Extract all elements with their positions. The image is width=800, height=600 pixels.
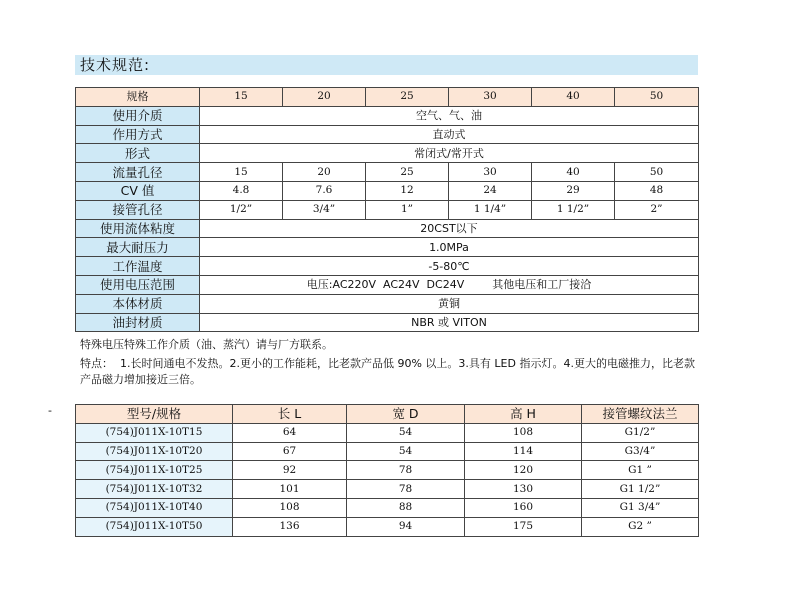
row-value: 空气、气、油	[200, 106, 699, 125]
value-cell: 4.8	[200, 181, 283, 200]
row-value: NBR 或 VITON	[200, 313, 699, 332]
length-cell: 108	[233, 498, 347, 517]
spec-row-voltage	[76, 275, 699, 294]
length-cell: 64	[233, 423, 347, 442]
value-cell: 30	[449, 163, 532, 182]
value-cell: 25	[366, 163, 449, 182]
thread-cell: G1/2”	[582, 423, 699, 442]
row-label: CV 值	[76, 181, 200, 200]
row-label: 工作温度	[76, 257, 200, 276]
table-row	[76, 517, 699, 536]
model-header-row	[76, 405, 699, 424]
row-label: 本体材质	[76, 294, 200, 313]
spec-row-orifice	[76, 163, 699, 182]
value-cell: 7.6	[283, 181, 366, 200]
row-label: 使用电压范围	[76, 275, 200, 294]
length-cell: 136	[233, 517, 347, 536]
table-row	[76, 480, 699, 499]
value-cell: 50	[615, 163, 699, 182]
model-cell: (754)J011X-10T25	[76, 461, 233, 480]
value-cell: 1 1/4”	[449, 200, 532, 219]
height-cell: 108	[465, 423, 582, 442]
section-title: 技术规范:	[75, 55, 698, 75]
thread-cell: G1 ”	[582, 461, 699, 480]
header-cell: 长 L	[233, 405, 347, 424]
header-cell: 接管螺纹法兰	[582, 405, 699, 424]
model-dimension-table	[75, 404, 699, 537]
length-cell: 92	[233, 461, 347, 480]
height-cell: 130	[465, 480, 582, 499]
value-cell: 2”	[615, 200, 699, 219]
width-cell: 54	[347, 442, 465, 461]
thread-cell: G2 ”	[582, 517, 699, 536]
height-cell: 175	[465, 517, 582, 536]
height-cell: 114	[465, 442, 582, 461]
row-label: 使用介质	[76, 106, 200, 125]
length-cell: 101	[233, 480, 347, 499]
value-cell: 48	[615, 181, 699, 200]
spec-row-temperature	[76, 257, 699, 276]
spec-row-form	[76, 144, 699, 163]
value-cell: 3/4”	[283, 200, 366, 219]
note-special-voltage: 特殊电压特殊工作介质（油、蒸汽）请与厂方联系。	[80, 338, 333, 351]
value-cell: 1”	[366, 200, 449, 219]
value-cell: 15	[200, 163, 283, 182]
table-row	[76, 423, 699, 442]
size-cell: 50	[615, 88, 699, 107]
size-cell: 30	[449, 88, 532, 107]
spec-row-medium	[76, 106, 699, 125]
model-cell: (754)J011X-10T15	[76, 423, 233, 442]
thread-cell: G1 3/4”	[582, 498, 699, 517]
table-row	[76, 461, 699, 480]
value-cell: 40	[532, 163, 615, 182]
row-label: 形式	[76, 144, 200, 163]
width-cell: 88	[347, 498, 465, 517]
model-cell: (754)J011X-10T32	[76, 480, 233, 499]
spec-header-row	[76, 88, 699, 107]
note-features: 特点： 1.长时间通电不发热。2.更小的工作能耗，比老款产品低 90% 以上。3.具有 LED 指示灯。4.更大的电磁推力，比老款产品磁力增加接近三倍。	[80, 357, 695, 386]
header-cell: 型号/规格	[76, 405, 233, 424]
value-cell: 12	[366, 181, 449, 200]
spec-header-label: 规格	[76, 88, 200, 107]
spec-row-cv	[76, 181, 699, 200]
row-label: 接管孔径	[76, 200, 200, 219]
length-cell: 67	[233, 442, 347, 461]
spec-row-viscosity	[76, 219, 699, 238]
row-label: 使用流体粘度	[76, 219, 200, 238]
size-cell: 15	[200, 88, 283, 107]
value-cell: 29	[532, 181, 615, 200]
height-cell: 160	[465, 498, 582, 517]
size-cell: 40	[532, 88, 615, 107]
row-value: 1.0MPa	[200, 238, 699, 257]
model-cell: (754)J011X-10T20	[76, 442, 233, 461]
row-value: -5-80℃	[200, 257, 699, 276]
row-value: 电压:AC220V AC24V DC24V 其他电压和工厂接洽	[200, 275, 699, 294]
size-cell: 25	[366, 88, 449, 107]
table-row	[76, 442, 699, 461]
spec-row-pressure	[76, 238, 699, 257]
value-cell: 20	[283, 163, 366, 182]
header-cell: 高 H	[465, 405, 582, 424]
width-cell: 78	[347, 480, 465, 499]
spec-row-port	[76, 200, 699, 219]
header-cell: 宽 D	[347, 405, 465, 424]
row-value: 直动式	[200, 125, 699, 144]
row-label: 最大耐压力	[76, 238, 200, 257]
row-label: 流量孔径	[76, 163, 200, 182]
value-cell: 1/2”	[200, 200, 283, 219]
side-mark: -	[48, 404, 52, 417]
row-value: 常闭式/常开式	[200, 144, 699, 163]
table-row	[76, 498, 699, 517]
row-label: 作用方式	[76, 125, 200, 144]
thread-cell: G3/4”	[582, 442, 699, 461]
height-cell: 120	[465, 461, 582, 480]
spec-row-seal-material	[76, 313, 699, 332]
spec-row-body-material	[76, 294, 699, 313]
model-cell: (754)J011X-10T50	[76, 517, 233, 536]
size-cell: 20	[283, 88, 366, 107]
model-cell: (754)J011X-10T40	[76, 498, 233, 517]
value-cell: 24	[449, 181, 532, 200]
value-cell: 1 1/2”	[532, 200, 615, 219]
row-value: 20CST以下	[200, 219, 699, 238]
row-label: 油封材质	[76, 313, 200, 332]
row-value: 黄铜	[200, 294, 699, 313]
spec-table	[75, 87, 699, 332]
spec-row-action	[76, 125, 699, 144]
thread-cell: G1 1/2”	[582, 480, 699, 499]
width-cell: 54	[347, 423, 465, 442]
width-cell: 94	[347, 517, 465, 536]
width-cell: 78	[347, 461, 465, 480]
